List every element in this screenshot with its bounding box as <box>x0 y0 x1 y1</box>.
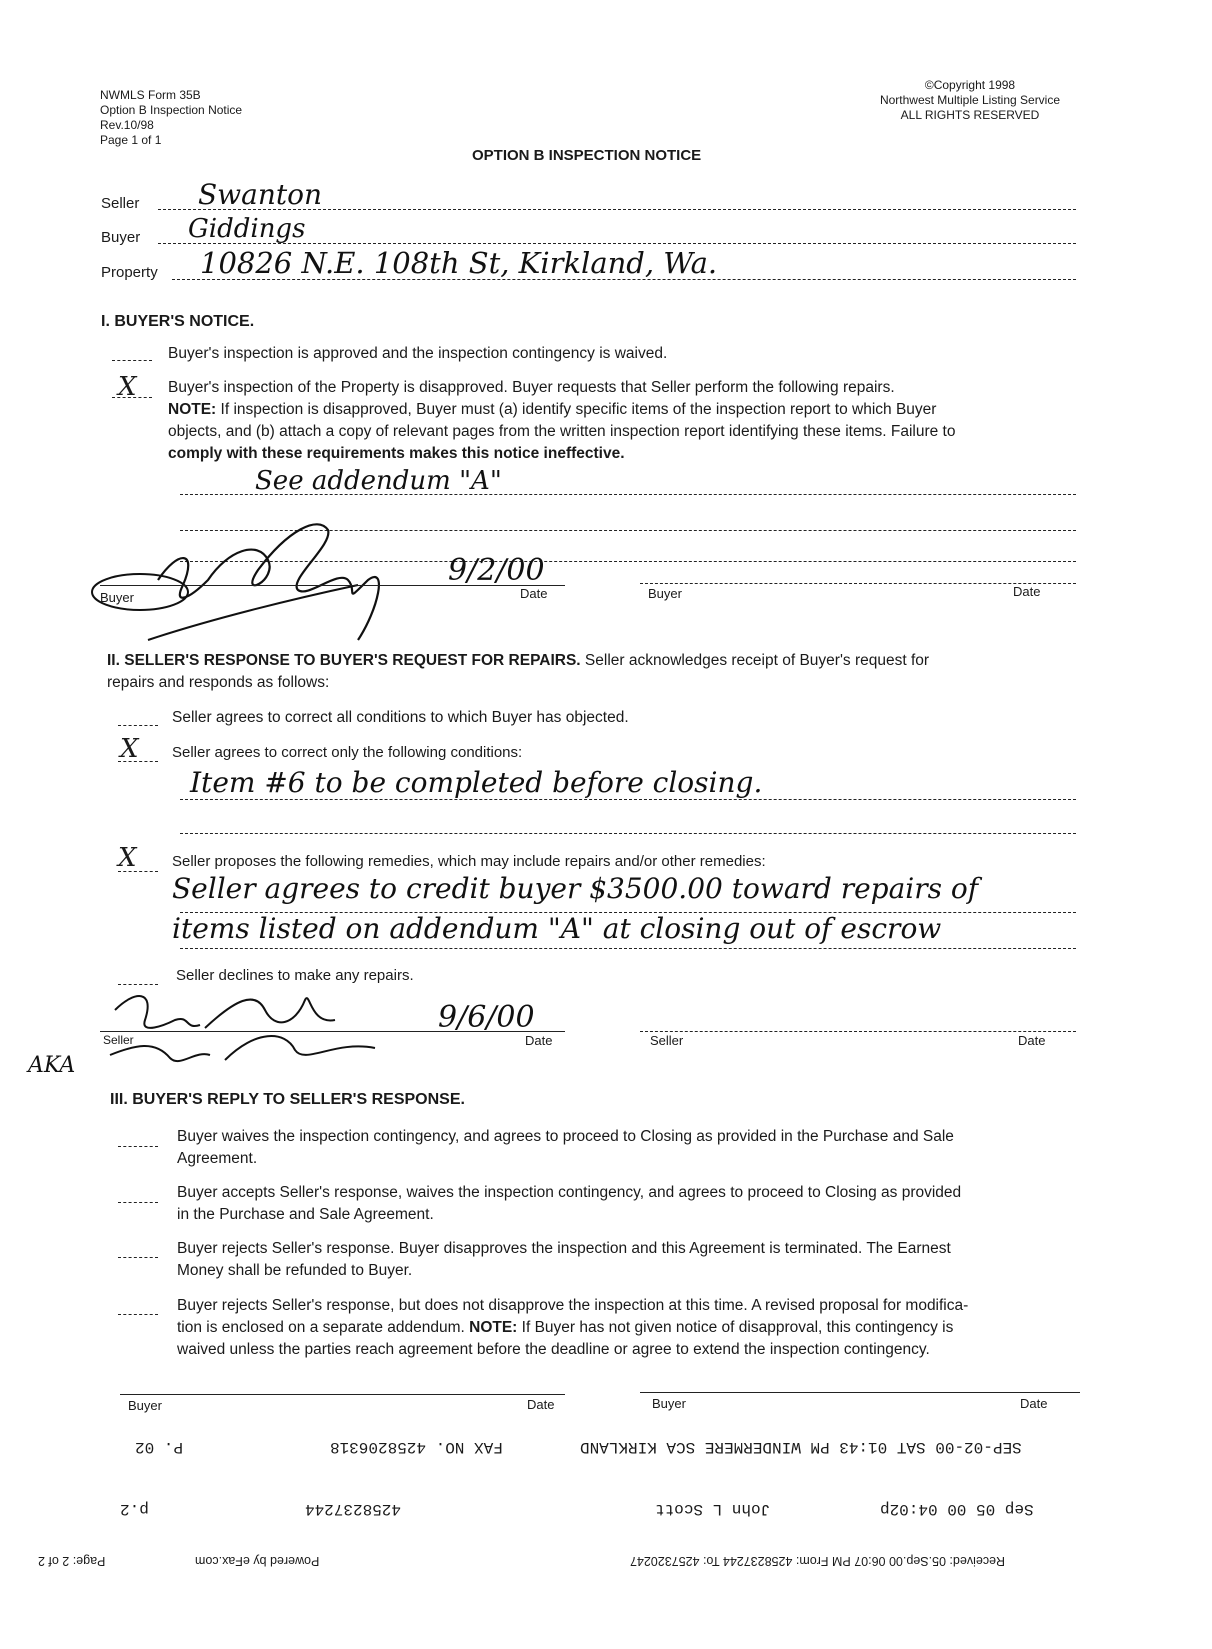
conditions-line <box>180 799 1076 800</box>
text-line: Buyer rejects Seller's response, but does not disapprove the inspection at this time. A revised proposal for modifica- <box>177 1297 969 1314</box>
checkbox-line[interactable] <box>118 1146 158 1147</box>
note-text: If inspection is disapproved, Buyer must (a) identify specific items of the inspection report to which Buyer <box>220 401 937 418</box>
copyright-line: ©Copyright 1998 <box>924 78 1016 92</box>
text-part: tion is enclosed on a separate addendum. <box>177 1319 465 1336</box>
text-line: repairs and responds as follows: <box>107 674 330 691</box>
checkbox-line[interactable] <box>118 1202 158 1203</box>
seller-label: Seller <box>101 195 140 212</box>
checkbox-line[interactable] <box>118 1314 158 1315</box>
checkbox-line[interactable] <box>112 360 152 361</box>
property-label: Property <box>101 264 158 281</box>
date-label-2: Date <box>1020 1396 1048 1411</box>
seller-sig-label: Seller <box>103 1033 134 1047</box>
copyright-line: ALL RIGHTS RESERVED <box>900 108 1040 122</box>
text-line: Agreement. <box>177 1150 258 1167</box>
text-line: in the Purchase and Sale Agreement. <box>177 1206 434 1223</box>
text-line: waived unless the parties reach agreement before the deadline or agree to extend the inspection contingency. <box>177 1341 930 1358</box>
text-line: Buyer rejects Seller's response. Buyer disapproves the inspection and this Agreement is terminated. The Earnest <box>177 1240 951 1257</box>
section-2-title: II. SELLER'S RESPONSE TO BUYER'S REQUEST FOR REPAIRS. <box>107 652 581 669</box>
signature-line <box>100 1031 565 1032</box>
seller-sig-date[interactable]: 9/6/00 <box>438 1000 535 1035</box>
form-id-line: Option B Inspection Notice <box>100 103 243 117</box>
seller-signature[interactable] <box>95 970 395 1080</box>
text-line <box>177 1317 1097 1339</box>
text-line <box>168 399 1093 421</box>
buyer-label-2: Buyer <box>648 586 682 601</box>
x-mark: X <box>118 843 137 873</box>
text-line: Money shall be refunded to Buyer. <box>177 1262 413 1279</box>
fax-header-company: John L Scott <box>655 1500 771 1518</box>
buyer-label-2: Buyer <box>652 1396 686 1411</box>
text-line: Buyer's inspection of the Property is disapproved. Buyer requests that Seller perform the following repairs. <box>168 379 895 396</box>
fax-header-page: P. 02 <box>135 1438 184 1456</box>
date-label: Date <box>527 1397 555 1412</box>
signature-line <box>100 585 565 586</box>
buyer-sig-label: Buyer <box>100 590 134 605</box>
section-3-heading: III. BUYER'S REPLY TO SELLER'S RESPONSE. <box>110 1091 465 1108</box>
buyer-name[interactable]: Giddings <box>188 214 306 244</box>
remedies-line <box>180 948 1076 949</box>
efax-page: Page: 2 of 2 <box>38 1554 106 1568</box>
section-1-heading: I. BUYER'S NOTICE. <box>101 313 255 330</box>
fax-header-page-2: p.2 <box>120 1500 149 1518</box>
x-mark: X <box>118 372 137 402</box>
option-correct-some: Seller agrees to correct only the following conditions: <box>172 744 523 761</box>
aka-note: AKA <box>28 1053 76 1078</box>
fax-header-number-2: 4258237244 <box>305 1500 402 1518</box>
date-label: Date <box>520 586 548 601</box>
option-correct-all: Seller agrees to correct all conditions to which Buyer has objected. <box>172 709 629 726</box>
form-id-line: Rev.10/98 <box>100 118 154 132</box>
fax-header-number: FAX NO. 4258206318 <box>330 1438 503 1456</box>
option-remedies: Seller proposes the following remedies, which may include repairs and/or other remedies: <box>172 853 766 870</box>
checkbox-line[interactable] <box>118 725 158 726</box>
buyer-sig-date[interactable]: 9/2/00 <box>448 553 545 588</box>
seller-name[interactable]: Swanton <box>198 178 323 211</box>
form-id-line: Page 1 of 1 <box>100 133 162 147</box>
conditions-handwritten[interactable]: Item #6 to be completed before closing. <box>190 766 763 799</box>
option-declines: Seller declines to make any repairs. <box>176 967 414 984</box>
option-rejects-terminate <box>177 1238 1097 1282</box>
section-2-heading <box>107 650 1097 694</box>
text-part: If Buyer has not given notice of disapproval, this contingency is <box>521 1319 954 1336</box>
text-line <box>107 650 1097 672</box>
fax-header-sender: SEP-02-00 SAT 01:43 PM WINDERMERE SCA KIRKLAND <box>580 1438 1022 1456</box>
signature-line <box>640 1031 1076 1032</box>
fax-header-date: Sep 05 00 04:02p <box>880 1500 1034 1518</box>
note-label: NOTE: <box>168 401 217 418</box>
buyer-label: Buyer <box>101 229 141 246</box>
remedies-handwritten-1[interactable]: Seller agrees to credit buyer $3500.00 toward repairs of <box>172 872 979 905</box>
text-line: Buyer waives the inspection contingency, and agrees to proceed to Closing as provided in the Purchase and Sale <box>177 1128 954 1145</box>
section-2-intro: Seller acknowledges receipt of Buyer's request for <box>584 652 930 669</box>
property-address[interactable]: 10826 N.E. 108th St, Kirkland, Wa. <box>200 246 718 280</box>
text-line: Buyer accepts Seller's response, waives the inspection contingency, and agrees to proceed to Closing as provided <box>177 1184 962 1201</box>
efax-received: Received: 05.Sep.00 06:07 PM From: 4258237244 To: 4257320247 <box>630 1554 1006 1568</box>
text-line: objects, and (b) attach a copy of relevant pages from the written inspection report identifying these items. Failure to <box>168 423 956 440</box>
option-waives <box>177 1126 1097 1170</box>
date-label: Date <box>525 1033 553 1048</box>
seller-label-2: Seller <box>650 1033 684 1048</box>
option-disapproved <box>168 377 1093 465</box>
repair-handwritten[interactable]: See addendum "A" <box>255 466 502 496</box>
option-accepts <box>177 1182 1097 1226</box>
signature-line <box>120 1394 565 1395</box>
option-rejects-revise <box>177 1295 1097 1361</box>
remedies-handwritten-2[interactable]: items listed on addendum "A" at closing out of escrow <box>172 912 942 945</box>
option-approved: Buyer's inspection is approved and the inspection contingency is waived. <box>168 345 668 362</box>
form-id-line: NWMLS Form 35B <box>100 88 201 102</box>
form-title: OPTION B INSPECTION NOTICE <box>472 147 702 164</box>
conditions-line <box>180 833 1076 834</box>
copyright-line: Northwest Multiple Listing Service <box>879 93 1061 107</box>
text-line: comply with these requirements makes this notice ineffective. <box>168 445 625 462</box>
note-label: NOTE: <box>469 1319 518 1336</box>
copyright-block <box>855 78 1085 123</box>
signature-line <box>640 1392 1080 1393</box>
buyer-sig-label: Buyer <box>128 1398 162 1413</box>
signature-line <box>640 583 1076 584</box>
date-label-2: Date <box>1018 1033 1046 1048</box>
checkbox-line[interactable] <box>118 1257 158 1258</box>
form-id-block <box>100 88 242 148</box>
date-label-2: Date <box>1013 584 1041 599</box>
efax-branding: Powered by eFax.com <box>195 1554 320 1568</box>
x-mark: X <box>120 734 139 764</box>
